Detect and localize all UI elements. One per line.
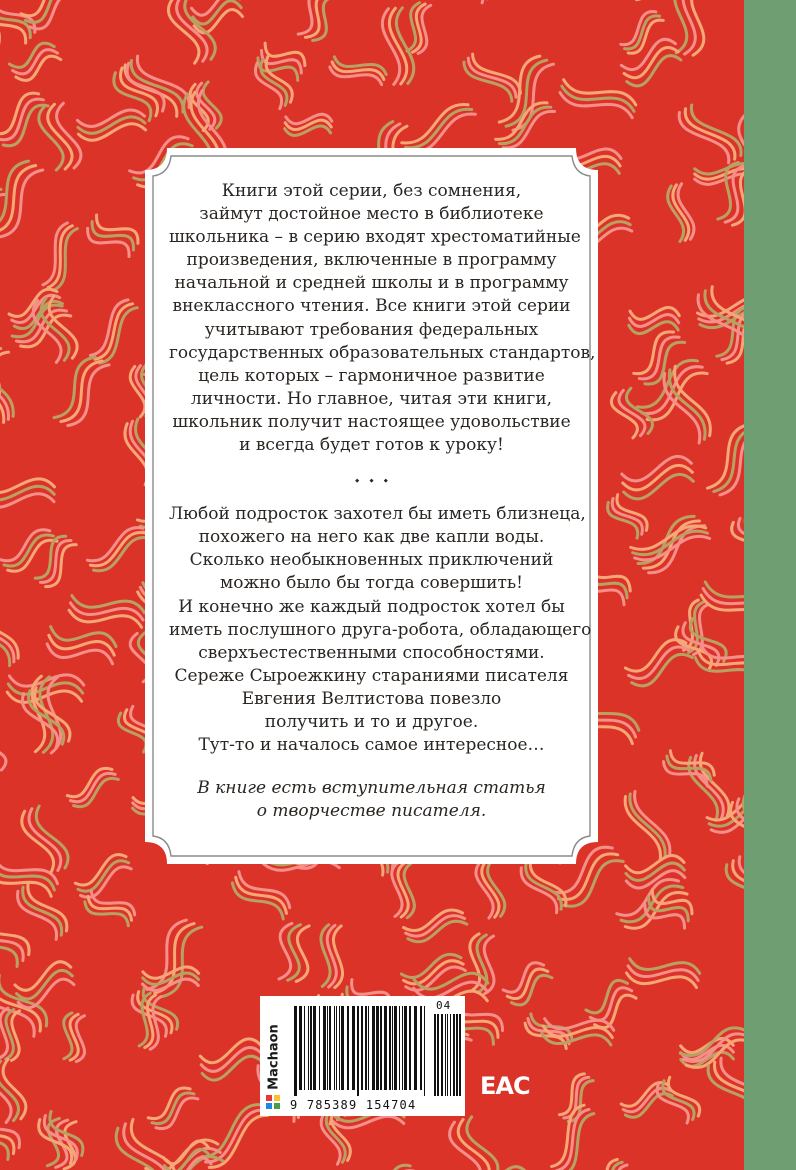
series-description: [169, 180, 596, 457]
barcode-addon-bar: [459, 1014, 461, 1096]
barcode-bar: [313, 1006, 316, 1090]
barcode-addon-bar: [447, 1014, 448, 1096]
text-line: и всегда будет готов к уроку!: [239, 435, 504, 456]
intro-article-note: [169, 777, 574, 823]
text-line: о творчестве писателя.: [256, 801, 487, 822]
barcode-addon-number: 04: [436, 999, 452, 1012]
barcode-addon-bar: [453, 1014, 455, 1096]
text-line: И конечно же каждый подросток хотел бы: [178, 596, 565, 617]
barcode-bar: [304, 1006, 305, 1090]
barcode-bar: [392, 1006, 393, 1090]
text-line: займут достойное место в библиотеке: [199, 204, 544, 225]
text-line: учитывают требования федеральных: [204, 319, 539, 340]
text-line: иметь послушного друга-робота, обладающего: [169, 619, 592, 640]
barcode-bar: [334, 1006, 335, 1090]
text-line: внеклассного чтения. Все книги этой серии: [172, 296, 571, 317]
barcode-bar: [394, 1006, 397, 1090]
barcode-bar: [357, 1006, 359, 1096]
barcode-bar: [409, 1006, 411, 1090]
annotation-panel: [145, 148, 598, 864]
barcode-addon-bar: [441, 1014, 443, 1096]
barcode-bar: [352, 1006, 355, 1090]
barcode-bar: [327, 1006, 328, 1090]
barcode-bar: [424, 1006, 425, 1096]
text-line: похожего на него как две капли воды.: [198, 527, 545, 548]
text-line: В книге есть вступительная статья: [197, 778, 546, 799]
barcode-bar: [420, 1006, 422, 1090]
book-blurb: [169, 503, 592, 757]
barcode-bar: [299, 1006, 302, 1090]
barcode-bar: [329, 1006, 331, 1090]
barcode-bar: [380, 1006, 382, 1090]
barcode-bar: [376, 1006, 379, 1090]
text-line: Тут-то и началось самое интересное…: [198, 735, 545, 756]
barcode-bar: [372, 1006, 375, 1090]
barcode-bar: [341, 1006, 344, 1090]
barcode-bar: [336, 1006, 337, 1090]
barcode-addon-bar: [450, 1014, 451, 1096]
text-line: Сереже Сыроежкину стараниями писателя: [174, 665, 569, 686]
barcode-bar: [365, 1006, 367, 1090]
text-line: школьника – в серию входят хрестоматийные: [169, 227, 581, 248]
text-line: цель которых – гармоничное развитие: [198, 365, 545, 386]
barcode-bar: [404, 1006, 407, 1090]
barcode-addon-bar: [434, 1014, 436, 1096]
text-line: сверхъестественными способностями.: [198, 642, 545, 663]
barcode-addon-bar: [437, 1014, 439, 1096]
barcode-addon-bar: [445, 1014, 446, 1096]
text-line: Книги этой серии, без сомнения,: [221, 181, 522, 201]
barcode-bar: [399, 1006, 400, 1090]
barcode-bar: [402, 1006, 403, 1090]
barcode-bar: [384, 1006, 387, 1090]
publisher-name: Machaon: [266, 1024, 282, 1090]
barcode-bar: [389, 1006, 391, 1090]
text-line: государственных образовательных стандартов,: [169, 342, 596, 363]
text-line: начальной и средней школы и в программу: [174, 273, 569, 294]
barcode-bar: [361, 1006, 363, 1090]
text-line: произведения, включенные в программу: [186, 250, 557, 271]
text-line: получить и то и другое.: [264, 711, 479, 732]
diamond-divider: ⬩⬩⬩: [355, 473, 398, 488]
barcode-bar: [310, 1006, 312, 1090]
barcode-bar: [368, 1006, 369, 1090]
isbn-barcode-label: [260, 996, 465, 1116]
barcode-addon-bar: [456, 1014, 458, 1096]
text-line: можно было бы тогда совершить!: [220, 573, 523, 594]
barcode-bar: [308, 1006, 309, 1090]
isbn-number: 9 785389 154704: [290, 1098, 417, 1112]
panel-text: [169, 168, 596, 823]
barcode-bar: [319, 1006, 320, 1090]
barcode-bar: [347, 1006, 349, 1090]
text-line: личности. Но главное, читая эти книги,: [190, 388, 553, 409]
text-line: Сколько необыкновенных приключений: [189, 550, 554, 571]
barcode-bar: [414, 1006, 417, 1090]
barcode-bar: [339, 1006, 340, 1090]
spine-strip: [744, 0, 796, 1170]
text-line: Любой подросток захотел бы иметь близнеца,: [169, 504, 586, 525]
eac-conformity-mark: ЕАС: [480, 1072, 530, 1100]
barcode-bar: [323, 1006, 326, 1090]
text-line: школьник получит настоящее удовольствие: [172, 411, 571, 432]
text-line: Евгения Велтистова повезло: [241, 688, 502, 709]
barcode-bar: [294, 1006, 297, 1096]
